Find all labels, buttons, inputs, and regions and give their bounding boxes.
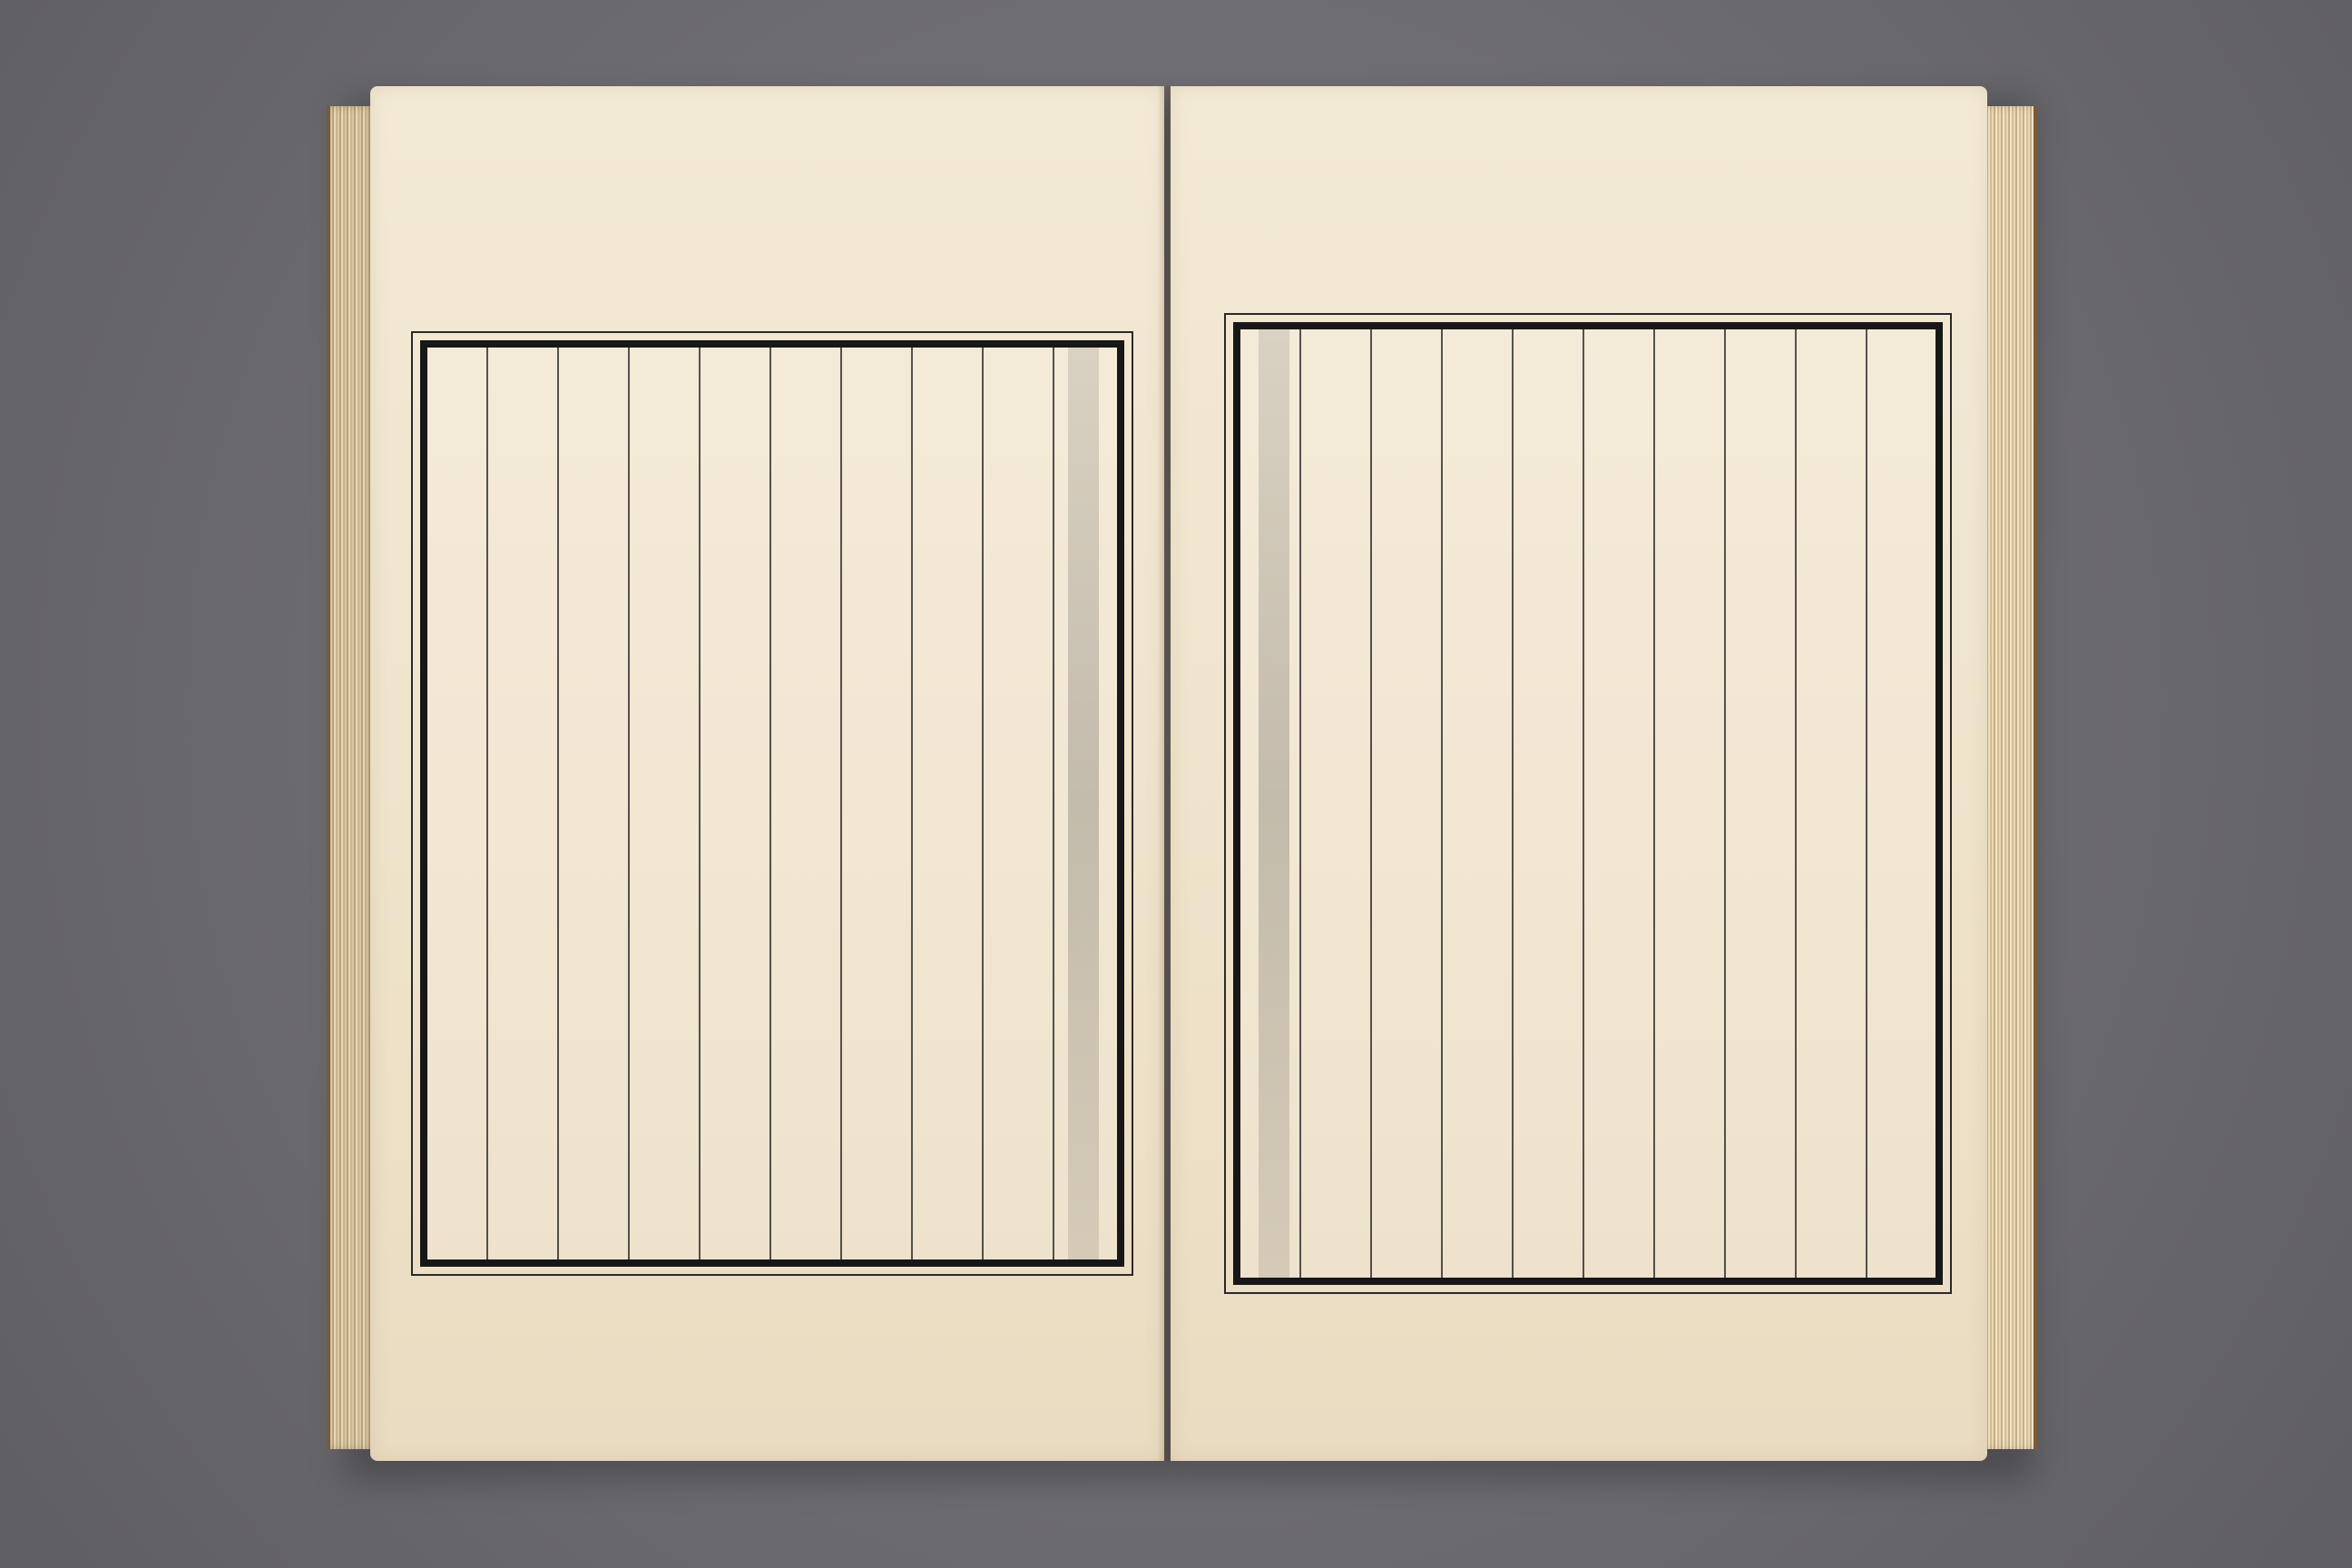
right-text-columns <box>1255 346 1921 1261</box>
right-text-frame <box>1233 322 1943 1285</box>
left-page <box>370 86 1164 1461</box>
right-page <box>1171 86 1987 1461</box>
left-text-frame <box>420 340 1124 1267</box>
left-text-columns <box>442 364 1102 1243</box>
open-book <box>327 86 2037 1475</box>
